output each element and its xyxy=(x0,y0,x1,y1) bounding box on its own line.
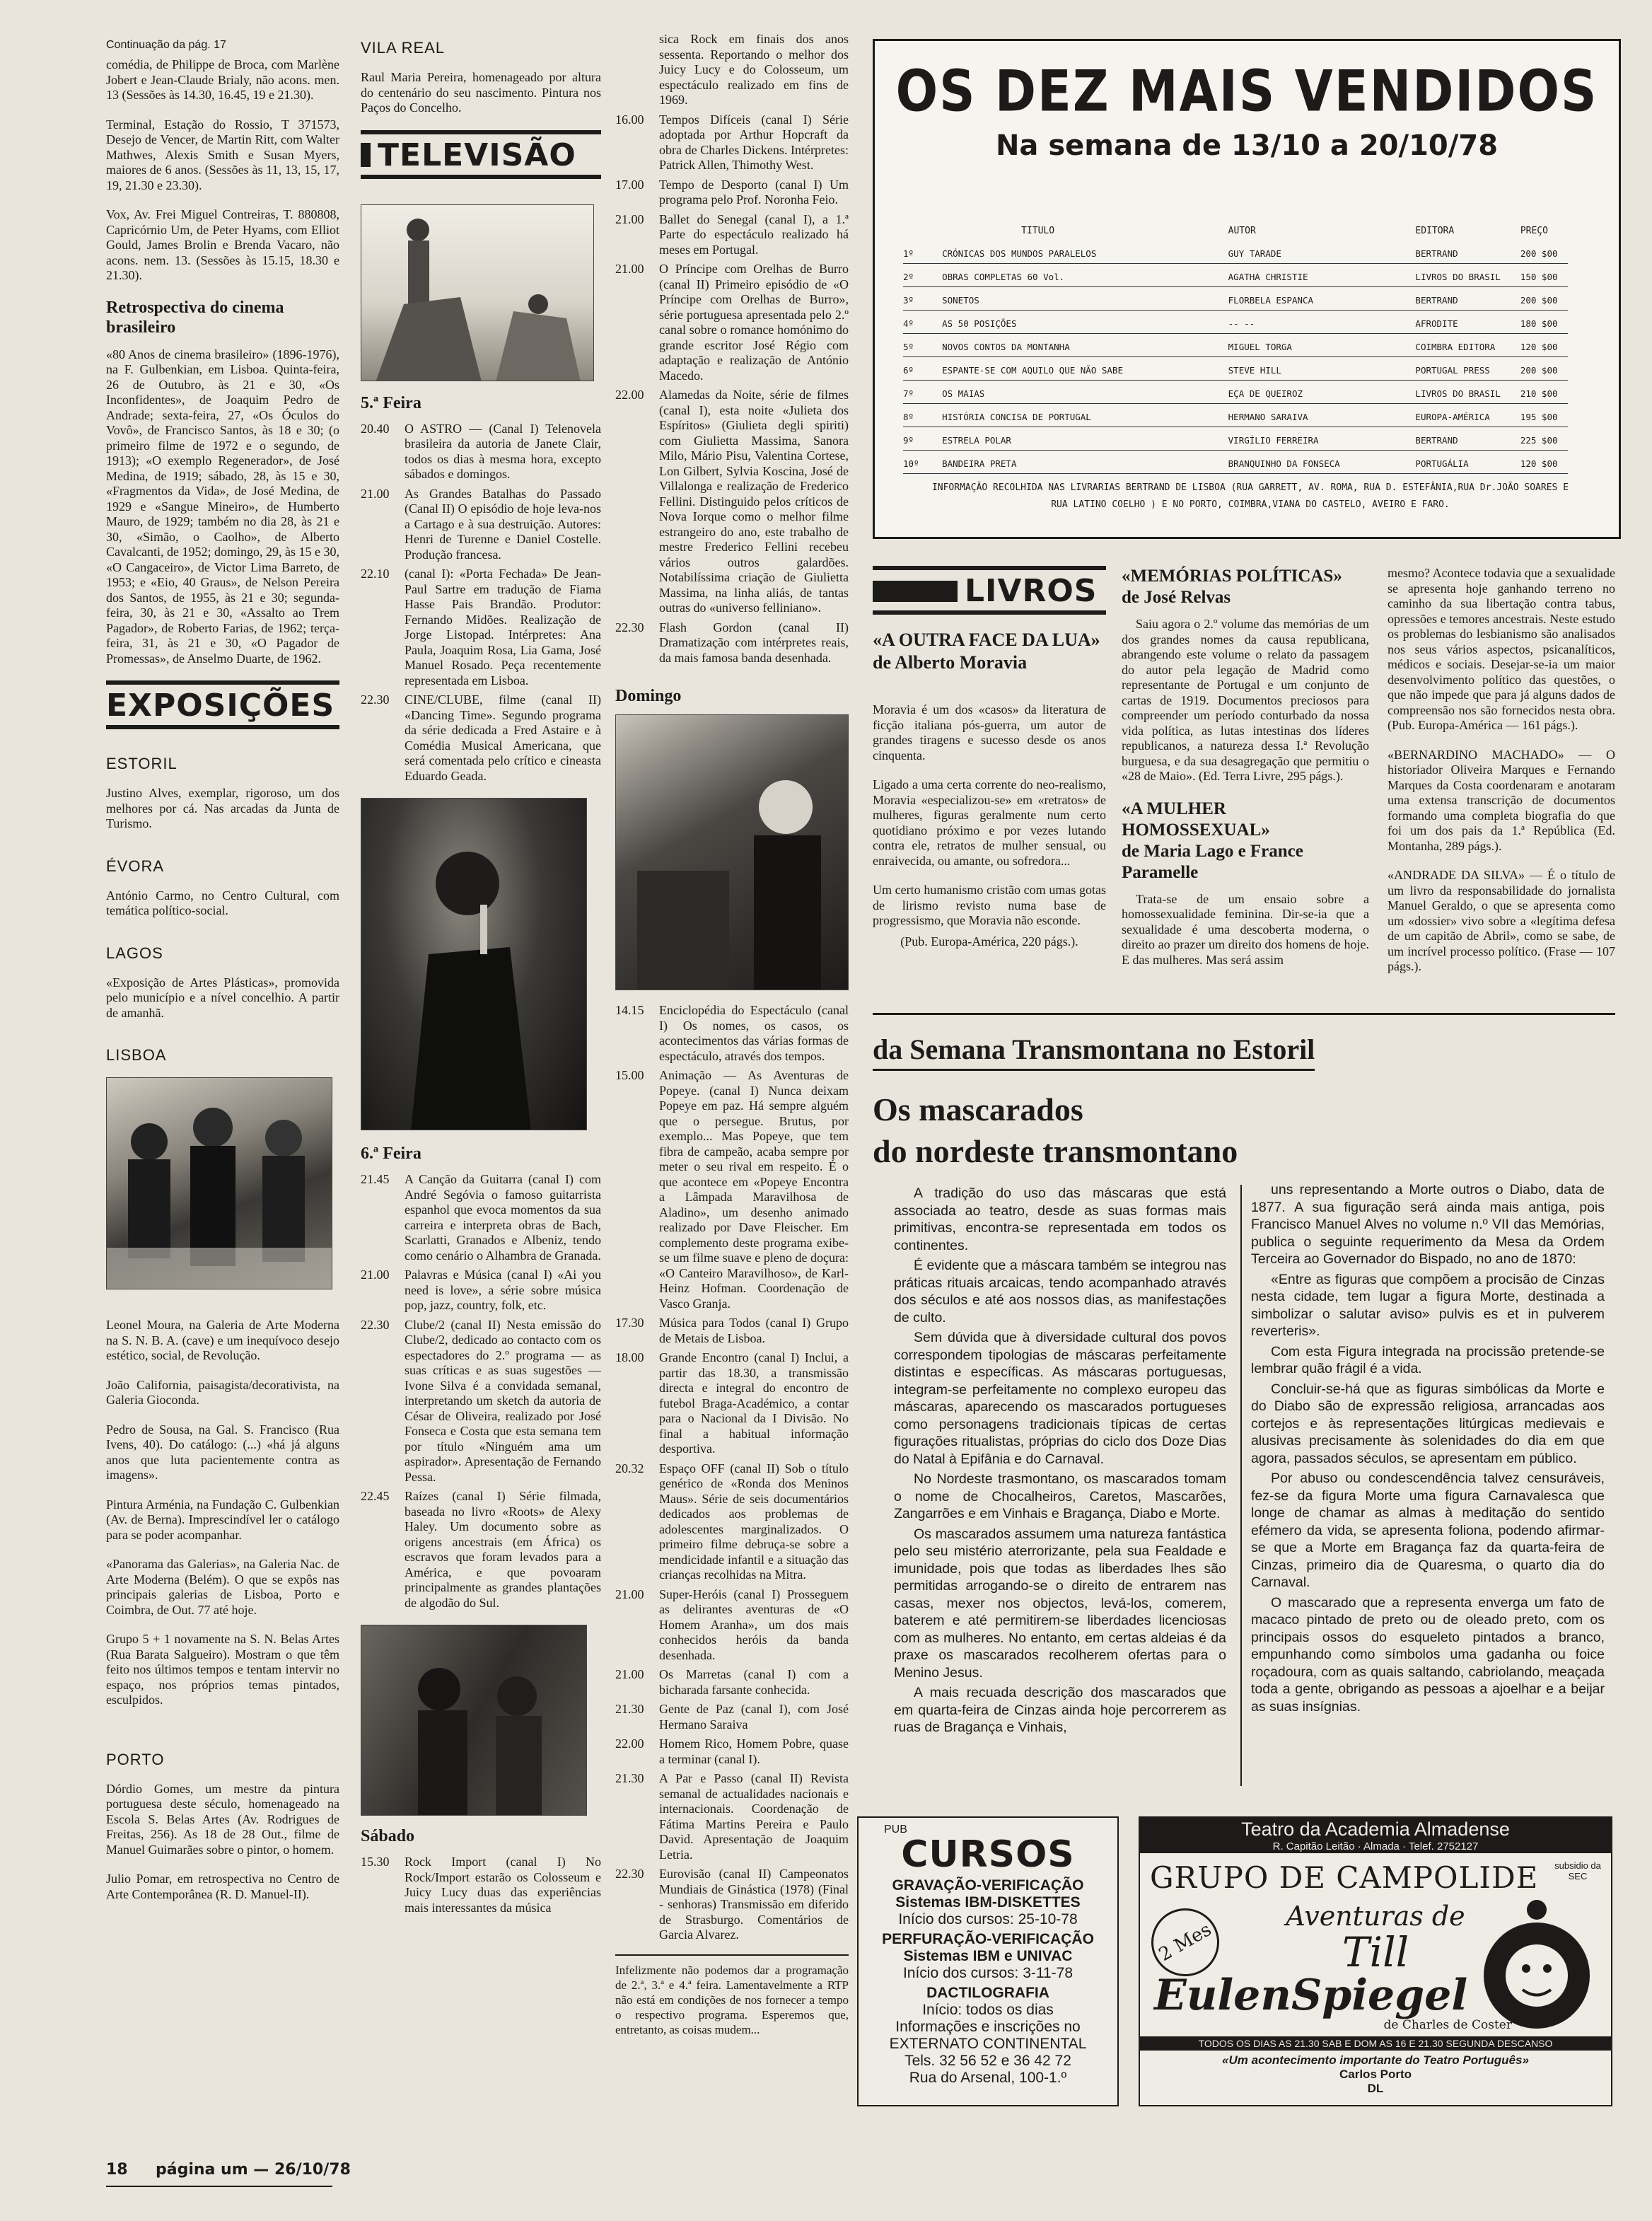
program-time: 16.00 xyxy=(615,112,644,127)
group-photo-illustration xyxy=(107,1078,332,1289)
exhibition-text: Raul Maria Pereira, homenageado por altura do centenário do seu nascimento. Pintura nos Paços do Concelho. xyxy=(361,70,601,115)
program-entry xyxy=(361,567,601,688)
theatre-address: R. Capitão Leitão · Almada · Telef. 2752127 xyxy=(1140,1840,1611,1853)
program-description: Ballet do Senegal (canal I), a 1.ª Parte do espectáculo realizado há meses em Portugal. xyxy=(659,211,849,257)
city-estoril: ESTORIL xyxy=(106,755,178,772)
program-entry xyxy=(361,1172,601,1263)
book-title: «A OUTRA FACE DA LUA» xyxy=(873,630,1100,650)
bestseller-row xyxy=(903,286,1568,310)
program-description: Raízes (canal I) Série filmada, baseada no livro «Roots» de Alexy Haley. Um documento sobre as origens ancestrais (em África) os escravos que foram levados para a América, e que povoaram principalmente as grandes plantações de algodão do Sul. xyxy=(405,1489,601,1610)
day-sunday: Domingo xyxy=(615,687,682,705)
day-friday: 6.ª Feira xyxy=(361,1144,421,1163)
portrait-illustration xyxy=(361,1625,587,1816)
bestseller-rank: 10º xyxy=(903,450,929,473)
exhibition-text: António Carmo, no Centro Cultural, com temática político-social. xyxy=(106,888,339,917)
program-time: 22.00 xyxy=(615,388,644,402)
book-reference: (Pub. Europa-América, 220 págs.). xyxy=(900,934,1078,949)
bestseller-book-author: GUY TARADE xyxy=(1221,240,1395,263)
tv-photo-singer xyxy=(361,798,587,1130)
article-divider xyxy=(1240,1185,1242,1786)
ad-line: Início dos cursos: 25-10-78 xyxy=(898,1911,1078,1927)
city-porto: PORTO xyxy=(106,1750,165,1768)
program-time: 15.00 xyxy=(615,1068,644,1082)
program-time: 21.30 xyxy=(615,1771,644,1785)
bestseller-book-title: OBRAS COMPLETAS 60 Vol. xyxy=(929,263,1221,286)
television-header xyxy=(361,130,601,179)
ad-line: Informações e inscrições no xyxy=(895,2019,1081,2035)
ad-line: Tels. 32 56 52 e 36 42 72 xyxy=(904,2053,1071,2069)
program-entry xyxy=(615,178,849,208)
exhibition-text: Julio Pomar, em retrospectiva no Centro de Arte Contemporânea (R. D. Manuel-II). xyxy=(106,1872,339,1901)
ad-line: Sistemas IBM-DISKETTES xyxy=(895,1894,1081,1910)
program-time: 21.00 xyxy=(361,1268,390,1282)
program-entry xyxy=(361,1318,601,1485)
program-entry xyxy=(615,1461,849,1583)
city-lisboa: LISBOA xyxy=(106,1046,167,1064)
bestseller-book-author: -- -- xyxy=(1221,310,1395,333)
program-entry xyxy=(615,1702,849,1732)
program-entry xyxy=(615,1068,849,1311)
program-time: 15.30 xyxy=(361,1855,390,1869)
bestseller-book-price: 210 $00 xyxy=(1506,380,1568,403)
bestseller-book-price: 195 $00 xyxy=(1506,403,1568,427)
exhibition-text: Pedro de Sousa, na Gal. S. Francisco (Rua Ivens, 40). Do catálogo: (...) «há já alguns anos que luta pacientemente contra as imagens». xyxy=(106,1422,339,1482)
bestseller-book-title: ESTRELA POLAR xyxy=(929,427,1221,450)
book-review: mesmo? Acontece todavia que a sexualidade se apresenta hoje ganhando terreno no caminho da sua libertação contra tabus, opressões e temores ancestrais. Neste estudo os problemas do lesbianismo são analisados nos seus vários aspectos, psicanalíticos, médicos e sociais. Desejar-se-ia um maior desenvolvimento político das questões, o que não impede que para já alguns dados de compreensão nos são fornecidos nesta obra. (Pub. Europa-América — 161 págs.). xyxy=(1388,566,1615,732)
badge-label: 2 Mes xyxy=(1155,1918,1216,1966)
bestseller-rank: 2º xyxy=(903,263,929,286)
program-time: 14.15 xyxy=(615,1003,644,1017)
bestseller-book-author: BRANQUINHO DA FONSECA xyxy=(1221,450,1395,473)
cinema-listing: Vox, Av. Frei Miguel Contreiras, T. 880808, Capricórnio Um, de Peter Hyams, com Elliot Gould, James Brolin e Brenda Vacaro, não acons. nem. 13. (Sessões às 15.15, 18.30 e 21.30). xyxy=(106,207,339,282)
program-description: Gente de Paz (canal I), com José Hermano Saraiva xyxy=(659,1702,849,1732)
saturday-schedule-continued xyxy=(615,32,849,666)
program-entry xyxy=(615,212,849,258)
book-review: Saiu agora o 2.º volume das memórias de um dos grandes nomes da causa republicana, abrangendo este volume o relato da passagem do autor pela legação de Madrid como representante de Portugal e um conjunto de cartas de 1919. Documentos preciosos para compreender um período conturbado da nossa vida política, as lutas intestinas dos líderes republicanos, a natureza dessa I.ª Revolução burguesa, e da sua desagregação que permitiu o «28 de Maio». (Ed. Terra Livre, 295 págs.). xyxy=(1122,617,1369,783)
bestseller-rank: 9º xyxy=(903,427,929,450)
program-time: 21.30 xyxy=(615,1702,644,1716)
bestseller-book-publisher: LIVROS DO BRASIL xyxy=(1394,263,1506,286)
program-entry xyxy=(615,1587,849,1664)
bestsellers-table xyxy=(903,221,1568,474)
bestseller-book-price: 200 $00 xyxy=(1506,286,1568,310)
program-entry xyxy=(361,1268,601,1314)
program-time: 21.00 xyxy=(615,211,644,226)
play-title-1: Aventuras de xyxy=(1286,1901,1465,1932)
exhibition-text: «Exposição de Artes Plásticas», promovida pelo município e a nível concelhio. A partir de amanhã. xyxy=(106,975,339,1020)
ad-line: Início dos cursos: 3-11-78 xyxy=(902,1965,1074,1981)
play-quote-author: Carlos Porto xyxy=(1339,2068,1412,2081)
program-entry xyxy=(361,422,601,482)
till-portrait xyxy=(1477,1894,1597,2043)
program-time: 21.00 xyxy=(361,486,390,501)
ad-line: Rua do Arsenal, 100-1.º xyxy=(909,2070,1067,2086)
bestseller-book-author: STEVE HILL xyxy=(1221,356,1395,380)
article-paragraph: A tradição do uso das máscaras que está associada ao teatro, desde as suas formas mais primitivas, encontra-se representada em todos os continentes. xyxy=(894,1185,1226,1253)
column-1 xyxy=(106,39,339,2182)
retrospective-text: «80 Anos de cinema brasileiro» (1896-1976), na F. Gulbenkian, em Lisboa. Quinta-feira, 26 de Outubro, às 21 e 30, «Os Inconfidentes», de Joaquim Pedro de Andrade; sexta-feira, 27, «Os Óculos do Vovô», de Francisco Santos, às 18 e 30; (o primeiro filme de 1972 e o segundo, de 1913); «O exemplo Regenerador», de José Medina, de 1919; sábado, 28, às 15 e 30, «Fragmentos da Vida», de José Medina, de 1929 e «Sangue Mineiro», de Humberto Mauro, de 1929; também no dia 28, às 21 e 30, «Simão, o Caolho», de Alberto Cavalcanti, de 1952; domingo, 29, às 15 e 30, «O Cangaceiro», de Victor Lima Barreto, de 1953; e «Eio, 40 Graus», de Nelson Pereira dos Santos, de 1955, às 21 e 30; segunda-feira, 30, às 21 e 30, «Assalto ao Trem Pagador», de Roberto Farias, de 1962; terça-feira, 31, às 21 e 30, «O Pagador de Promessas», de Anselmo Duarte, de 1962. xyxy=(106,347,339,666)
ad-courses-title: CURSOS xyxy=(901,1833,1075,1876)
bestseller-row xyxy=(903,380,1568,403)
film-still-illustration xyxy=(616,715,849,990)
column-3 xyxy=(615,32,849,2182)
theatre-group: GRUPO DE CAMPOLIDE xyxy=(1150,1860,1539,1895)
column-2 xyxy=(361,32,601,2182)
bestseller-book-publisher: PORTUGAL PRESS xyxy=(1394,356,1506,380)
bestseller-row xyxy=(903,356,1568,380)
bestseller-book-author: AGATHA CHRISTIE xyxy=(1221,263,1395,286)
cinema-listing: comédia, de Philippe de Broca, com Marlène Jobert e Jean-Claude Brialy, não acons. men. 13 (Sessões às 14.30, 16.45, 19 e 21.30). xyxy=(106,57,339,102)
book-review: «ANDRADE DA SILVA» — É o título de um livro da responsabilidade do jornalista Manuel Geraldo, o que se apresenta como um «dossier» vivo sobre a «legítima defesa de um capitão de Abril», como se sabe, de um incrível processo político. (Frase — 107 págs.). xyxy=(1388,868,1615,973)
program-description: (canal I): «Porta Fechada» De Jean-Paul Sartre em tradução de Fiama Hasse Pais Brandão. Produtor: Fernando Midões. Realização de Jorge Listopad. Intérpretes: Ana Paula, Joaquim Rosa, Lia Gama, José Manuel Rosado. Peça recentemente representada em Lisboa. xyxy=(405,567,601,688)
jester-icon xyxy=(1477,1894,1597,2043)
program-time: 22.30 xyxy=(361,1317,390,1332)
program-time xyxy=(615,32,659,108)
footer-rule xyxy=(106,2186,332,2187)
program-description: Eurovisão (canal II) Campeonatos Mundiais de Ginástica (1978) (Final - senhoras) Transmissão em diferido de Strasburgo. Comentários de Garcia Alvarez. xyxy=(659,1867,849,1942)
book-title: «A MULHER HOMOSSEXUAL» xyxy=(1122,799,1270,840)
exhibition-text: João California, paisagista/decorativista, na Galeria Gioconda. xyxy=(106,1377,339,1407)
article-paragraph: «Entre as figuras que compõem a procisão de Cinzas nesta cidade, tem lugar a figura Morte, destinada a simbolizar o salutar aviso» pulvis es et in pulverem reverteris». xyxy=(1251,1271,1605,1339)
theatre-ad xyxy=(1139,1816,1612,2106)
column-header-publisher: EDITORA xyxy=(1415,225,1455,236)
program-time: 20.40 xyxy=(361,421,390,436)
exhibitions-header: EXPOSIÇÕES xyxy=(106,680,339,729)
bestseller-book-price: 180 $00 xyxy=(1506,310,1568,333)
article-paragraph: É evidente que a máscara também se integrou nas práticas rituais arcaicas, tendo acompanhado através dos séculos e até aos nossos dias, as manifestações de culto. xyxy=(894,1258,1226,1326)
program-description: Clube/2 (canal II) Nesta emissão do Clube/2, dedicado ao contacto com os espectadores do 2.º programa — as suas críticas e as suas sugestões — Ivone Silva é a convidada semanal, interpretando um sketch da autoria de César de Oliveira, realizado por José Fonseca e Costa que esta semana tem por título «Ninguém ama um aspirador». Apresentação de Fernando Pessa. xyxy=(405,1317,601,1484)
section-divider xyxy=(873,1013,1615,1015)
program-time: 22.00 xyxy=(615,1736,644,1751)
program-entry xyxy=(615,1003,849,1064)
play-schedule: TODOS OS DIAS AS 21.30 SAB E DOM AS 16 E 21.30 SEGUNDA DESCANSO xyxy=(1140,2036,1611,2051)
exhibition-text: Pintura Arménia, na Fundação C. Gulbenkian (Av. de Berna). Imprescindível ler o catálogo para se poder acompanhar. xyxy=(106,1497,339,1542)
bestseller-book-title: BANDEIRA PRETA xyxy=(929,450,1221,473)
bestseller-rank: 7º xyxy=(903,380,929,403)
ad-line: DACTILOGRAFIA xyxy=(926,1985,1049,2001)
bestseller-book-author: MIGUEL TORGA xyxy=(1221,333,1395,356)
bestseller-book-price: 120 $00 xyxy=(1506,450,1568,473)
books-header xyxy=(873,566,1106,615)
bestseller-book-price: 150 $00 xyxy=(1506,263,1568,286)
article-paragraph: Concluir-se-há que as figuras simbólicas da Morte e do Diabo são de expressão religiosa, arrancadas aos cortejos e às representações litúrgicas medievais e alusivas precisamente às solenidades do dia em que agora, passados séculos, se apresentam em público. xyxy=(1251,1381,1605,1466)
column-header-author: AUTOR xyxy=(1228,225,1256,236)
bestseller-book-publisher: EUROPA-AMÉRICA xyxy=(1394,403,1506,427)
article-title-line-1: Os mascarados xyxy=(873,1091,1083,1127)
theatre-subsidy: subsidio da SEC xyxy=(1554,1860,1601,1881)
program-description: O ASTRO — (Canal I) Telenovela brasileira da autoria de Janete Clair, todos os dias à mesma hora, excepto sábados e domingos. xyxy=(405,421,601,481)
thursday-schedule xyxy=(361,422,601,784)
continuation-note: Continuação da pág. 17 xyxy=(106,39,226,51)
bestseller-book-title: OS MAIAS xyxy=(929,380,1221,403)
bestseller-row xyxy=(903,310,1568,333)
courses-ad xyxy=(857,1816,1119,2106)
program-entry xyxy=(615,1350,849,1457)
city-lagos: LAGOS xyxy=(106,944,163,962)
program-description: Tempos Difíceis (canal I) Série adoptada por Arthur Hopcraft da obra de Charles Dickens. Intérpretes: Patrick Allen, Thimothy West. xyxy=(659,112,849,172)
bestseller-row xyxy=(903,263,1568,286)
program-entry xyxy=(361,1855,601,1915)
tv-photo-portrait xyxy=(361,1625,587,1816)
article-paragraph: A mais recuada descrição dos mascarados que em quarta-feira de Cinzas ainda hoje percorrerem as ruas de Bragança e Vinhais, xyxy=(894,1685,1226,1735)
singer-illustration xyxy=(361,799,587,1130)
article-paragraph: Os mascarados assumem uma natureza fantástica pelo seu mistério aterrorizante, pela sua Fealdade e imunidade, pois que todas as liberdades lhes são permitidas arrogando-se o direito de entrarem nas casas, mexer nos objectos, levá-los, comerem, baterem e até permitirem-se liberdades licenciosas com as mulheres. No entanto, em certas aldeias é da praxe os mascarados recolherem ofertas para o Menino Jesus. xyxy=(894,1526,1226,1681)
program-description: Os Marretas (canal I) com a bicharada farsante conhecida. xyxy=(659,1667,849,1697)
bestseller-book-title: ESPANTE-SE COM AQUILO QUE NÃO SABE xyxy=(929,356,1221,380)
saturday-schedule xyxy=(361,1855,601,1915)
bestseller-book-publisher: BERTRAND xyxy=(1394,286,1506,310)
bestseller-book-publisher: COIMBRA EDITORA xyxy=(1394,333,1506,356)
television-title: TELEVISÃO xyxy=(378,137,576,173)
bestseller-book-publisher: AFRODITE xyxy=(1394,310,1506,333)
program-description: Espaço OFF (canal II) Sob o título genérico de «Ronda dos Meninos Maus». Série de seis documentários dedicados aos problemas de adolescentes marginalizados. O primeiro filme debruça-se sobre a mendicidade infantil e a situação das crianças recolhidas na Mitra. xyxy=(659,1461,849,1582)
program-description: A Canção da Guitarra (canal I) com André Segóvia o famoso guitarrista espanhol que evoca momentos da sua carreira e interpreta obras de Bach, Scarlatti, Granados e Albeniz, tendo como cenário o Alhambra de Granada. xyxy=(405,1172,601,1263)
program-description: Enciclopédia do Espectáculo (canal I) Os nomes, os casos, os acontecimentos das várias formas de espectáculo, através dos tempos. xyxy=(659,1003,849,1063)
bestseller-book-publisher: BERTRAND xyxy=(1394,240,1506,263)
ad-line: PERFURAÇÃO-VERIFICAÇÃO xyxy=(882,1931,1094,1947)
program-time: 18.00 xyxy=(615,1350,644,1364)
theatre-name: Teatro da Academia Almadense xyxy=(1140,1818,1611,1840)
book-review: Moravia é um dos «casos» da literatura de ficção italiana pós-guerra, um autor de grandes tiragens e sucesso desde os anos cinquenta. xyxy=(873,702,1106,762)
books-col-3 xyxy=(1388,566,1615,989)
program-description: CINE/CLUBE, filme (canal II) «Dancing Time». Segundo programa da série dedicada a Fred Astaire e à Comédia Musical Americana, que será comentada pelo crítico e cineasta Eduardo Geada. xyxy=(405,692,601,783)
program-time: 20.32 xyxy=(615,1461,644,1475)
exhibition-text: Dórdio Gomes, um mestre da pintura portuguesa deste século, homenageado na Escola S. Belas Artes (Av. Rodrigues de Freitas, 256). As 18 de 28 Out., filme de Manuel Guimarães sobre o pintor, o homem. xyxy=(106,1781,339,1857)
city-evora: ÉVORA xyxy=(106,857,165,875)
bestseller-rank: 8º xyxy=(903,403,929,427)
retrospective-title: Retrospectiva do cinema brasileiro xyxy=(106,298,284,337)
article-paragraph: Por abuso ou condescendência talvez censuráveis, fez-se da figura Morte uma figura Carnavalesca que longe de chamar as almas à meditação do sentido efémero da vida, se apresenta foliona, podendo afirmar-se que a Morte em Bragança faz da quarta-feira de Cinzas, primeiro dia de Quaresma, o quarto dia do Carnaval. xyxy=(1251,1471,1605,1590)
program-entry xyxy=(615,262,849,383)
ad-pub-label: PUB xyxy=(884,1823,907,1836)
play-title-2: Till xyxy=(1342,1928,1409,1976)
books-col-2 xyxy=(1122,566,1369,982)
issue-line: página um — 26/10/78 xyxy=(156,2161,351,2179)
program-time: 21.00 xyxy=(615,262,644,276)
program-entry xyxy=(615,1867,849,1943)
bestseller-book-price: 200 $00 xyxy=(1506,240,1568,263)
book-review: Ligado a uma certa corrente do neo-realismo, Moravia «especializou-se» em «retratos» de mulheres, figuras geralmente num certo quotidiano próximo e por vezes lutando contra ele, retratos de mulher sensual, ou enraivecida, ou amante, ou sofredora... xyxy=(873,777,1106,868)
program-description: Homem Rico, Homem Pobre, quase a terminar (canal I). xyxy=(659,1736,849,1766)
program-description: Tempo de Desporto (canal I) Um programa pelo Prof. Noronha Feio. xyxy=(659,177,849,207)
bestseller-book-price: 200 $00 xyxy=(1506,356,1568,380)
program-time: 22.10 xyxy=(361,567,390,581)
play-quote-source: DL xyxy=(1367,2082,1384,2095)
program-description: O Príncipe com Orelhas de Burro (canal II) Primeiro episódio de «O Príncipe com Orelhas de Burro», série portuguesa apresentada pelo 2.º canal sobre o romance homónimo do grande escritor José Régio com adaptação e realização de António Macedo. xyxy=(659,262,849,383)
program-time: 17.00 xyxy=(615,177,644,192)
books-title: LIVROS xyxy=(965,573,1098,609)
tv-photo-horseman xyxy=(361,204,594,381)
book-author: de Alberto Moravia xyxy=(873,652,1028,673)
bestseller-book-title: AS 50 POSIÇÕES xyxy=(929,310,1221,333)
book-review: «BERNARDINO MACHADO» — O historiador Oliveira Marques e Fernando Marques da Costa coordenaram e anotaram uma extensa transcrição de documentos formando uma completa biografia do que foi um dos pais da 1.ª República (Ed. Montanha, 289 págs.). xyxy=(1388,747,1615,853)
bestsellers-subtitle: Na semana de 13/10 a 20/10/78 xyxy=(995,129,1499,162)
article-paragraph: uns representando a Morte outros o Diabo, data de 1877. A sua figuração será ainda mais antiga, pois Francisco Manuel Alves no volume n.º VII das Memórias, publica o seguinte requerimento da Mesa da Ordem Terceira ao Governador do Bispado, no ano de 1870: xyxy=(1251,1182,1605,1267)
bestseller-rank: 6º xyxy=(903,356,929,380)
tv-icon xyxy=(361,143,371,167)
program-description: As Grandes Batalhas do Passado (Canal II) O episódio de hoje leva-nos a Cartago e à sua destruição. Autores: Henri de Turenne e Daniel Costelle. Produção francesa. xyxy=(405,486,601,562)
bestseller-book-title: CRÓNICAS DOS MUNDOS PARALELOS xyxy=(929,240,1221,263)
bestseller-rank: 3º xyxy=(903,286,929,310)
program-description: Palavras e Música (canal I) «Ai you need is love», a série sobre música pop, jazz, country, folk, etc. xyxy=(405,1268,601,1312)
program-description: Grande Encontro (canal I) Inclui, a partir das 18.30, a transmissão directa e integral do encontro de futebol Braga-Académico, a contar para o Nacional da I Divisão. No final a habitual informação desportiva. xyxy=(659,1350,849,1456)
article-paragraph: O mascarado que a representa enverga um fato de macaco pintado de preto ou de oleado preto, com os principais ossos do esqueleto pintados a branco, empunhando como símbolos uma gadanha ou foice roçadoura, com as quais saltando, cabriolando, meaçada toda a gente, obrigando as pessoas a ajoelhar e a beijar as suas insígnias. xyxy=(1251,1594,1605,1715)
book-author: de José Relvas xyxy=(1122,588,1231,607)
page-number: 18 xyxy=(106,2161,128,2179)
bestsellers-box xyxy=(873,39,1621,539)
article-paragraph: Sem dúvida que à diversidade cultural dos povos correspondem tipologias de máscaras perfeitamente distintas e específicas. As máscaras portuguesas, integram-se perfeitamente no complexo europeu das máscaras, aparecendo os mascarados portugueses como personagens tradicionais típicas de certas figurações ritualistas, próprias do ciclo dos Doze Dias do Natal à Epifânia e do Carnaval. xyxy=(894,1330,1226,1467)
program-time: 22.30 xyxy=(615,620,644,634)
program-description: Música para Todos (canal I) Grupo de Metais de Lisboa. xyxy=(659,1316,849,1345)
cinema-listing: Terminal, Estação do Rossio, T 371573, Desejo de Vencer, de Martin Ritt, com Walter Mathwes, Alexis Smith e Susan Myers, maiores de 6 anos. (Sessões às 11, 13, 15, 17, 19, 21.30 e 23.30). xyxy=(106,117,339,192)
program-description: sica Rock em finais dos anos sessenta. Reportando o melhor dos Juicy Lucy e do Colosseum, um espectáculo realizado em fins de 1969. xyxy=(659,32,849,107)
bestseller-book-author: FLORBELA ESPANCA xyxy=(1221,286,1395,310)
bestseller-row xyxy=(903,450,1568,473)
book-review: Um certo humanismo cristão com umas gotas de lirismo revisto numa base de progressismo, que Moravia não esconde. xyxy=(873,883,1106,927)
program-time: 22.30 xyxy=(615,1867,644,1881)
program-entry xyxy=(615,1316,849,1346)
bestseller-rank: 1º xyxy=(903,240,929,263)
program-description: Rock Import (canal I) No Rock/Import estarão os Colosseum e Juicy Lucy duas das experiências mais interessantes da música xyxy=(405,1855,601,1915)
program-time: 21.00 xyxy=(615,1587,644,1601)
article-title-line-2: do nordeste transmontano xyxy=(873,1133,1238,1169)
program-entry xyxy=(615,112,849,173)
bestseller-rank: 5º xyxy=(903,333,929,356)
program-description: Flash Gordon (canal II) Dramatização com intérpretes reais, da mais famosa banda desenhada. xyxy=(659,620,849,665)
city-vila-real: VILA REAL xyxy=(361,39,446,57)
program-entry xyxy=(615,1667,849,1698)
masks-article xyxy=(873,1033,1615,1797)
play-title-3: EulenSpiegel xyxy=(1154,1971,1468,2020)
ad-line: EXTERNATO CONTINENTAL xyxy=(889,2036,1087,2052)
program-description: Animação — As Aventuras de Popeye. (canal I) Nunca deixam Popeye em paz. Há sempre alguém que o persegue. Brutus, por exemplo... Mas Popeye, que tem fibra de campeão, acaba sempre por meter o seu rival em respeito. É o que acontece em «Popeye Encontra a Lâmpada Maravilhosa de Aladino», um desenho animado realizado por Dave Fleischer. Em complemento deste programa exibe-se um filme suave e pleno de doçura: «O Canteiro Maravilhoso», de Karl-Heinz Hofman. Coordenação de Vasco Granja. xyxy=(659,1068,849,1311)
program-entry xyxy=(615,388,849,616)
horseman-illustration xyxy=(361,205,594,381)
lisboa-photo xyxy=(106,1077,332,1289)
exhibition-text: Leonel Moura, na Galeria de Arte Moderna na S. N. B. A. (cave) e um inequívoco desejo estético, social, de Revolução. xyxy=(106,1318,339,1362)
program-description: A Par e Passo (canal II) Revista semanal de actualidades nacionais e internacionais. Coordenação de Fátima Martins Pereira e Paulo David. Apresentação de Joaquim Letria. xyxy=(659,1771,849,1862)
bestsellers-note: INFORMAÇÃO RECOLHIDA NAS LIVRARIAS BERTRAND DE LISBOA (RUA GARRETT, AV. ROMA, RUA D. ESTEFÂNIA,RUA Dr.JOÃO SOARES E RUA LATINO COELHO ) E NO PORTO, COIMBRA,VIANA DO CASTELO, AVEIRO E FARO. xyxy=(931,482,1569,510)
program-entry xyxy=(615,620,849,666)
bestseller-book-title: SONETOS xyxy=(929,286,1221,310)
bestseller-book-title: NOVOS CONTOS DA MONTANHA xyxy=(929,333,1221,356)
bestseller-book-author: EÇA DE QUEIROZ xyxy=(1221,380,1395,403)
bestseller-book-author: HERMANO SARAIVA xyxy=(1221,403,1395,427)
program-time: 17.30 xyxy=(615,1316,644,1330)
program-time: 21.45 xyxy=(361,1172,390,1186)
program-entry xyxy=(361,487,601,563)
bestseller-book-price: 225 $00 xyxy=(1506,427,1568,450)
program-entry xyxy=(361,1489,601,1611)
play-author: de Charles de Coster xyxy=(1383,2018,1512,2032)
bestseller-book-author: VIRGÍLIO FERREIRA xyxy=(1221,427,1395,450)
bestseller-book-price: 120 $00 xyxy=(1506,333,1568,356)
bestseller-row xyxy=(903,240,1568,263)
sunday-schedule xyxy=(615,1003,849,1943)
bestsellers-title: OS DEZ MAIS VENDIDOS xyxy=(895,57,1598,125)
program-time: 21.00 xyxy=(615,1667,644,1681)
ad-line: Sistemas IBM e UNIVAC xyxy=(903,1948,1073,1964)
day-saturday: Sábado xyxy=(361,1827,415,1845)
book-review: Trata-se de um ensaio sobre a homossexualidade feminina. Dir-se-ia que a sexualidade é uma descoberta moderna, o direito ao prazer um direito dos homens de hoje. E das mulheres. Mas será assim xyxy=(1122,891,1369,967)
article-paragraph: Com esta Figura integrada na procissão pretende-se lembrar quão frágil é a vida. xyxy=(1251,1343,1605,1376)
article-column-left xyxy=(894,1185,1226,1739)
day-thursday: 5.ª Feira xyxy=(361,393,421,412)
ad-line: GRAVAÇÃO-VERIFICAÇÃO xyxy=(892,1877,1084,1894)
bestseller-book-publisher: LIVROS DO BRASIL xyxy=(1394,380,1506,403)
column-header-price: PREÇO xyxy=(1520,225,1548,236)
exhibition-text: Justino Alves, exemplar, rigoroso, um dos melhores por cá. Nas arcadas da Junta de Turismo. xyxy=(106,786,339,830)
program-entry xyxy=(361,692,601,784)
bestseller-book-title: HISTÓRIA CONCISA DE PORTUGAL xyxy=(929,403,1221,427)
bestseller-row xyxy=(903,403,1568,427)
bestseller-row xyxy=(903,427,1568,450)
ad-line: Início: todos os dias xyxy=(922,2002,1054,2018)
book-author: de Maria Lago e France Paramelle xyxy=(1122,841,1303,882)
bestseller-rank: 4º xyxy=(903,310,929,333)
books-icon xyxy=(873,581,958,602)
table-header-row xyxy=(903,221,1568,240)
column-header-title: TITULO xyxy=(1021,225,1055,236)
program-time: 22.30 xyxy=(361,692,390,707)
exhibition-text: Grupo 5 + 1 novamente na S. N. Belas Artes (Rua Barata Salgueiro). Mostram o que têm feito nos últimos tempos e tentam intervir no espaço, nos próprios temas pintados, esculpidos. xyxy=(106,1632,339,1707)
tv-closing-note: Infelizmente não podemos dar a programação de 2.ª, 3.ª e 4.ª feira. Lamentavelmente a RTP não está em condições de nos fornecer a tempo o respectivo programa. Esperemos que, entretanto, as coisas mudem... xyxy=(615,1954,849,2037)
books-col-1 xyxy=(873,566,1106,949)
article-column-right xyxy=(1251,1181,1605,1718)
article-paragraph: No Nordeste trasmontano, os mascarados tomam o nome de Chocalheiros, Caretos, Mascarões, Zangarrões e em Vinhais e Bragança, Diabo e Morte. xyxy=(894,1471,1226,1521)
bestseller-book-publisher: PORTUGÁLIA xyxy=(1394,450,1506,473)
program-entry xyxy=(615,1736,849,1767)
exhibition-text: «Panorama das Galerias», na Galeria Nac. de Arte Moderna (Belém). O que se expôs nas principais galerias de Lisboa, Porto e Coimbra, de Out. 77 até hoje. xyxy=(106,1557,339,1617)
program-entry xyxy=(615,32,849,108)
bestseller-row xyxy=(903,333,1568,356)
article-kicker: da Semana Transmontana no Estoril xyxy=(873,1033,1315,1071)
program-time: 22.45 xyxy=(361,1489,390,1503)
books-section xyxy=(873,566,1615,1004)
program-description: Super-Heróis (canal I) Prosseguem as delirantes aventuras de «O Homem Aranha», um dos mais conhecidos heróis da banda desenhada. xyxy=(659,1587,849,1662)
bestseller-book-publisher: BERTRAND xyxy=(1394,427,1506,450)
book-title: «MEMÓRIAS POLÍTICAS» xyxy=(1122,567,1342,586)
play-quote: «Um acontecimento importante do Teatro Português» xyxy=(1222,2053,1529,2067)
friday-schedule xyxy=(361,1172,601,1611)
program-entry xyxy=(615,1771,849,1862)
tv-photo-sunday xyxy=(615,714,849,990)
program-description: Alamedas da Noite, série de filmes (canal I), esta noite «Julieta dos Espíritos» (Giulieta degli spiriti) com Giulietta Massima, Sanora Milo, Mário Pisu, Valentina Cortese, Lon Gilbert, Sylvia Koscina, José de Villalonga e realização de Frederico Fellini. Distinguido pelos críticos de Nova Iorque como o melhor filme estrangeiro do ano, este trabalho de mestre Frederico Fellini recebeu vários outros galardões. Notabilíssima criação de Giulietta Massima, na linha aliás, de tantas outras do «universo felliniano». xyxy=(659,388,849,615)
